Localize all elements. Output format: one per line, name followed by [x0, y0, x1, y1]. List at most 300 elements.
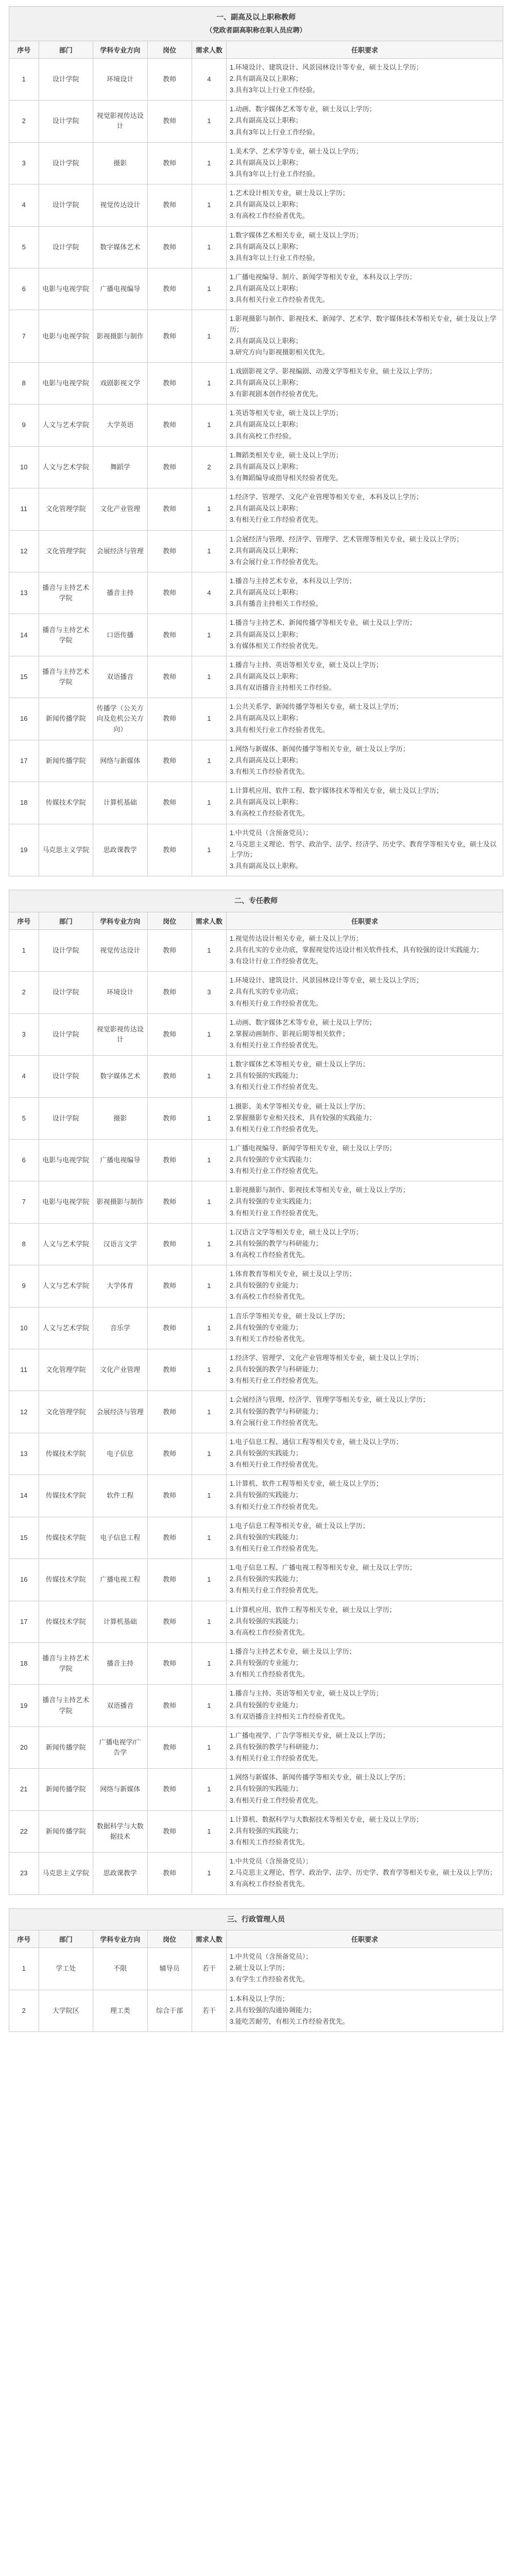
position-cell: 教师 [147, 972, 192, 1013]
requirement-line: 1.网络与新媒体、新闻传播学等相关专业，硕士及以上学历； [229, 744, 409, 753]
requirement-line: 2.具有副高及以上职称； [229, 420, 302, 429]
table-row [9, 1097, 503, 1139]
requirement-line: 3.有高校工作经验者优先。 [229, 212, 309, 220]
department-cell: 电影与电视学院 [39, 362, 93, 404]
requirement-line: 1.广播电视编导、新闻学等相关专业，硕士及以上学历； [229, 1144, 396, 1152]
major-cell: 舞蹈学 [93, 446, 147, 488]
headcount-cell: 2 [192, 446, 226, 488]
position-cell: 教师 [147, 1601, 192, 1642]
row-number: 18 [9, 782, 39, 824]
requirement-line: 1.经济学、管理学、文化产业管理等相关专业，本科及以上学历； [229, 493, 423, 501]
table-row [9, 782, 503, 824]
row-number: 2 [9, 1990, 39, 2031]
headcount-cell: 1 [192, 1559, 226, 1601]
table-row [9, 1810, 503, 1852]
header-row [9, 912, 503, 929]
requirement-line: 3.有相关工作经验者优先。 [229, 1838, 309, 1846]
position-cell: 教师 [147, 1726, 192, 1768]
requirement-line: 1.美术学、艺术学等专业，硕士及以上学历； [229, 147, 363, 155]
major-cell: 视觉传达设计 [93, 929, 147, 971]
requirement-line: 1.公共关系学、新闻传播学等相关专业，硕士及以上学历； [229, 703, 403, 711]
headcount-cell: 1 [192, 1769, 226, 1810]
table-row [9, 58, 503, 100]
major-cell: 计算机基础 [93, 782, 147, 824]
row-number: 1 [9, 1948, 39, 1990]
major-cell: 音乐学 [93, 1307, 147, 1349]
requirement-line: 2.马克思主义理论、哲学、政治学、法学、经济学、历史学、教育学等相关专业，硕士及以上学历； [229, 840, 497, 858]
requirements-cell [226, 142, 503, 184]
headcount-cell: 1 [192, 782, 226, 824]
requirement-line: 1.戏剧影视文学、影视编剧、动漫文学等相关专业，硕士及以上学历； [229, 367, 436, 375]
row-number: 14 [9, 614, 39, 656]
requirement-line: 2.具有较强的实践能力； [229, 1575, 302, 1583]
headcount-cell: 1 [192, 1139, 226, 1181]
section-gap [9, 876, 503, 890]
department-cell: 设计学院 [39, 929, 93, 971]
table-row [9, 226, 503, 268]
position-cell: 综合干部 [147, 1990, 192, 2031]
row-number: 1 [9, 929, 39, 971]
major-cell: 广播电视工程 [93, 1559, 147, 1601]
column-header: 需求人数 [192, 41, 226, 58]
major-cell: 不限 [93, 1948, 147, 1990]
department-cell: 电影与电视学院 [39, 268, 93, 310]
department-cell: 播音与主持艺术学院 [39, 656, 93, 698]
department-cell: 新闻传播学院 [39, 740, 93, 782]
headcount-cell: 1 [192, 1685, 226, 1726]
requirement-line: 3.有相关行业工作经验者优先。 [229, 1041, 322, 1049]
requirement-line: 1.舞蹈类相关专业，硕士及以上学历； [229, 451, 343, 459]
department-cell: 设计学院 [39, 58, 93, 100]
requirements-cell [226, 310, 503, 363]
row-number: 17 [9, 1601, 39, 1642]
requirements-cell [226, 1475, 503, 1517]
table-row [9, 530, 503, 572]
table-row [9, 929, 503, 971]
table-row [9, 1853, 503, 1894]
department-cell: 传媒技术学院 [39, 1475, 93, 1517]
column-header: 任职要求 [226, 41, 503, 58]
position-cell: 教师 [147, 1433, 192, 1475]
headcount-cell: 1 [192, 268, 226, 310]
requirement-line: 3.有影视剧本创作经验者优先。 [229, 390, 322, 398]
department-cell: 电影与电视学院 [39, 1181, 93, 1223]
requirements-cell [226, 1391, 503, 1433]
requirement-line: 3.有会展行业工作经验者优先。 [229, 1418, 322, 1427]
major-cell: 环境设计 [93, 972, 147, 1013]
headcount-cell: 1 [192, 100, 226, 142]
column-header: 序号 [9, 912, 39, 929]
table-row [9, 1948, 503, 1990]
column-header: 序号 [9, 41, 39, 58]
requirement-line: 1.会展经济与管理、经济学、管理学等相关专业，硕士及以上学历； [229, 1396, 430, 1404]
section-heading: 一、副高及以上职称教师 [216, 13, 296, 21]
row-number: 9 [9, 1265, 39, 1307]
position-cell: 教师 [147, 1223, 192, 1265]
requirement-line: 2.具有副高及以上职称； [229, 462, 302, 470]
major-cell: 大学英语 [93, 404, 147, 446]
requirement-line: 3.具有3年以上行业工作经验。 [229, 128, 319, 136]
requirements-cell [226, 1265, 503, 1307]
requirement-line: 3.有媒体相关工作经验者优先。 [229, 641, 322, 650]
requirements-cell [226, 1013, 503, 1055]
requirements-cell [226, 1349, 503, 1391]
department-cell: 传媒技术学院 [39, 1601, 93, 1642]
requirement-line: 1.体育教育等相关专业，硕士及以上学历； [229, 1270, 356, 1278]
headcount-cell: 1 [192, 740, 226, 782]
column-header: 需求人数 [192, 1930, 226, 1948]
requirement-line: 2.具有较强的专业能力； [229, 1323, 302, 1331]
position-cell: 教师 [147, 1097, 192, 1139]
headcount-cell: 1 [192, 1726, 226, 1768]
row-number: 2 [9, 972, 39, 1013]
column-header: 岗位 [147, 1930, 192, 1948]
requirement-line: 2.具有较强的实践能力； [229, 1449, 302, 1458]
headcount-cell: 1 [192, 310, 226, 363]
requirement-line: 3.有高校工作经验者优先。 [229, 1251, 309, 1259]
job-table [9, 1908, 503, 2032]
department-cell: 播音与主持艺术学院 [39, 614, 93, 656]
department-cell: 传媒技术学院 [39, 1559, 93, 1601]
requirement-line: 1.广播电视编导、制片、新闻学等相关专业，本科及以上学历； [229, 273, 416, 281]
table-row [9, 1223, 503, 1265]
row-number: 7 [9, 1181, 39, 1223]
requirement-line: 3.具有3年以上行业工作经验。 [229, 253, 319, 262]
department-cell: 文化管理学院 [39, 530, 93, 572]
department-cell: 大学院区 [39, 1990, 93, 2031]
major-cell: 网络与新媒体 [93, 1769, 147, 1810]
requirements-cell [226, 184, 503, 226]
major-cell: 数字媒体艺术 [93, 1056, 147, 1097]
position-cell: 教师 [147, 614, 192, 656]
major-cell: 会展经济与管理 [93, 1391, 147, 1433]
requirement-line: 1.电子信息工程、通信工程等相关专业，硕士及以上学历； [229, 1437, 403, 1446]
major-cell: 双语播音 [93, 1685, 147, 1726]
requirements-cell [226, 614, 503, 656]
row-number: 4 [9, 1056, 39, 1097]
row-number: 8 [9, 362, 39, 404]
requirement-line: 1.数字媒体艺术相关专业，硕士及以上学历； [229, 231, 363, 239]
department-cell: 电影与电视学院 [39, 310, 93, 363]
requirements-cell [226, 1559, 503, 1601]
requirement-line: 3.具有3年以上行业工作经验。 [229, 86, 319, 94]
requirements-cell [226, 1642, 503, 1684]
requirement-line: 3.有高校工作经验者优先。 [229, 1293, 309, 1301]
requirement-line: 2.具有副高及以上职称； [229, 798, 302, 806]
table-row [9, 1139, 503, 1181]
requirements-cell [226, 1097, 503, 1139]
major-cell: 影视摄影与制作 [93, 1181, 147, 1223]
requirement-line: 3.有相关工作经验者优先。 [229, 768, 309, 775]
headcount-cell: 1 [192, 1013, 226, 1055]
requirements-cell [226, 740, 503, 782]
position-cell: 教师 [147, 698, 192, 740]
row-number: 13 [9, 572, 39, 614]
headcount-cell: 1 [192, 1181, 226, 1223]
table-row [9, 1726, 503, 1768]
requirement-line: 2.具有副高及以上职称； [229, 200, 302, 209]
section-title [9, 7, 503, 41]
column-header: 部门 [39, 41, 93, 58]
headcount-cell: 1 [192, 656, 226, 698]
major-cell: 播音主持 [93, 572, 147, 614]
requirements-cell [226, 1601, 503, 1642]
requirement-line: 2.具有副高及以上职称； [229, 504, 302, 513]
major-cell: 大学体育 [93, 1265, 147, 1307]
requirement-line: 3.具有副高及以上职称。 [229, 861, 302, 870]
department-cell: 新闻传播学院 [39, 1726, 93, 1768]
department-cell: 人文与艺术学院 [39, 446, 93, 488]
table-row [9, 310, 503, 363]
table-row [9, 404, 503, 446]
requirement-line: 1.播音与主持艺术、新闻传播学等相关专业，硕士及以上学历； [229, 619, 416, 627]
requirements-cell [226, 1810, 503, 1852]
position-cell: 教师 [147, 1475, 192, 1517]
header-row [9, 1930, 503, 1948]
requirement-line: 1.环境设计、建筑设计、风景园林设计等专业，硕士及以上学历； [229, 976, 423, 985]
table-row [9, 698, 503, 740]
position-cell: 教师 [147, 1391, 192, 1433]
requirement-line: 3.有相关行业工作经验者优先。 [229, 1377, 322, 1385]
major-cell: 视觉影视传达设计 [93, 1013, 147, 1055]
position-cell: 教师 [147, 310, 192, 363]
table-row [9, 572, 503, 614]
row-number: 16 [9, 698, 39, 740]
requirement-line: 3.有设计行业工作经验者优先。 [229, 957, 322, 965]
table-row [9, 1307, 503, 1349]
requirements-cell [226, 572, 503, 614]
department-cell: 人文与艺术学院 [39, 1223, 93, 1265]
major-cell: 摄影 [93, 1097, 147, 1139]
headcount-cell: 1 [192, 1056, 226, 1097]
job-table [9, 890, 503, 1894]
row-number: 8 [9, 1223, 39, 1265]
headcount-cell: 若干 [192, 1948, 226, 1990]
requirement-line: 3.具有相关行业工作经验者优先。 [229, 296, 329, 304]
column-header: 学科专业方向 [93, 1930, 147, 1948]
column-header: 任职要求 [226, 912, 503, 929]
column-header: 学科专业方向 [93, 41, 147, 58]
row-number: 7 [9, 310, 39, 363]
requirement-line: 3.具有双语播音主持相关工作经验。 [229, 684, 336, 692]
table-row [9, 972, 503, 1013]
requirement-line: 3.有相关行业工作经验者优先。 [229, 1125, 322, 1133]
row-number: 20 [9, 1726, 39, 1768]
headcount-cell: 1 [192, 1265, 226, 1307]
requirement-line: 2.具有副高及以上职称； [229, 588, 302, 597]
major-cell: 摄影 [93, 142, 147, 184]
department-cell: 设计学院 [39, 142, 93, 184]
requirement-line: 3.有相关行业工作经验者优先。 [229, 1754, 322, 1762]
requirement-line: 2.掌握摄影专业相关技术，具有较强的实践能力； [229, 1113, 376, 1122]
headcount-cell: 4 [192, 572, 226, 614]
row-number: 5 [9, 226, 39, 268]
requirement-line: 1.中共党员（含预备党员）； [229, 1953, 313, 1961]
requirement-line: 2.具有副高及以上职称； [229, 379, 302, 387]
requirement-line: 1.播音与主持艺术专业，硕士及以上学历； [229, 1647, 356, 1655]
requirement-line: 2.具有较强的沟通协调能力； [229, 2006, 316, 2014]
requirement-line: 1.经济学、管理学、文化产业管理等相关专业，硕士及以上学历； [229, 1354, 423, 1362]
requirement-line: 1.摄影、美术学等相关专业，硕士及以上学历； [229, 1102, 369, 1110]
requirements-cell [226, 1990, 503, 2031]
major-cell: 思政课教学 [93, 1853, 147, 1894]
headcount-cell: 1 [192, 1223, 226, 1265]
requirement-line: 2.具有副高及以上职称； [229, 284, 302, 293]
requirement-line: 2.具有较强的专业能力； [229, 1281, 302, 1290]
department-cell: 人文与艺术学院 [39, 1307, 93, 1349]
position-cell: 教师 [147, 1853, 192, 1894]
position-cell: 教师 [147, 184, 192, 226]
table-row [9, 1475, 503, 1517]
requirement-line: 1.汉语言文学等相关专业，硕士及以上学历； [229, 1228, 363, 1236]
requirement-line: 2.具有较强的教学与科研能力； [229, 1239, 322, 1247]
requirement-line: 2.具有较强的实践能力； [229, 1785, 302, 1793]
requirement-line: 1.本科及以上学历； [229, 1994, 289, 2003]
department-cell: 播音与主持艺术学院 [39, 572, 93, 614]
requirement-line: 2.具有较强的专业实践能力； [229, 1156, 316, 1164]
requirement-line: 2.掌握动画制作、影视后期等相关软件； [229, 1029, 349, 1038]
requirement-line: 1.数字媒体艺术等相关专业，硕士及以上学历； [229, 1060, 369, 1069]
requirement-line: 1.视觉传达设计相关专业，硕士及以上学历； [229, 934, 363, 942]
requirements-cell [226, 100, 503, 142]
requirements-cell [226, 1181, 503, 1223]
requirement-line: 2.具有副高及以上职称； [229, 116, 302, 125]
requirement-line: 1.电子信息工程等相关专业，硕士及以上学历； [229, 1521, 369, 1530]
table-row [9, 1559, 503, 1601]
headcount-cell: 1 [192, 1307, 226, 1349]
row-number: 18 [9, 1642, 39, 1684]
major-cell: 电子信息工程 [93, 1517, 147, 1558]
department-cell: 电影与电视学院 [39, 1139, 93, 1181]
major-cell: 视觉影视传达设计 [93, 100, 147, 142]
headcount-cell: 1 [192, 488, 226, 530]
column-header: 学科专业方向 [93, 912, 147, 929]
requirement-line: 3.具有高校工作经验。 [229, 432, 296, 440]
requirement-line: 3.具有相关行业工作经验者优先。 [229, 725, 329, 734]
position-cell: 教师 [147, 1139, 192, 1181]
requirement-line: 3.有相关行业工作经验者优先。 [229, 1586, 322, 1595]
requirement-line: 1.计算机、软件工程等相关专业，硕士及以上学历； [229, 1480, 383, 1488]
table-row [9, 1391, 503, 1433]
requirements-cell [226, 1307, 503, 1349]
requirements-cell [226, 1853, 503, 1894]
requirement-line: 2.具有较强的专业实践能力； [229, 1197, 316, 1206]
headcount-cell: 1 [192, 226, 226, 268]
requirement-line: 2.具有较强的教学与科研能力； [229, 1407, 322, 1415]
requirement-line: 2.硕士及以上学历； [229, 1964, 289, 1972]
column-header: 序号 [9, 1930, 39, 1948]
requirement-line: 3.有相关行业工作经验者优先。 [229, 1502, 322, 1511]
requirement-line: 2.具有副高及以上职称； [229, 242, 302, 250]
headcount-cell: 1 [192, 1517, 226, 1558]
requirement-line: 3.有相关行业工作经验者优先。 [229, 1209, 322, 1217]
major-cell: 理工类 [93, 1990, 147, 2031]
requirement-line: 2.具有副高及以上职称； [229, 672, 302, 681]
row-number: 6 [9, 1139, 39, 1181]
requirements-cell [226, 1769, 503, 1810]
major-cell: 软件工程 [93, 1475, 147, 1517]
row-number: 6 [9, 268, 39, 310]
row-number: 22 [9, 1810, 39, 1852]
requirements-cell [226, 1726, 503, 1768]
requirement-line: 1.动画、数字媒体艺术等专业，硕士及以上学历； [229, 105, 376, 113]
major-cell: 广播电视学/广告学 [93, 1726, 147, 1768]
requirement-line: 1.动画、数字媒体艺术等专业，硕士及以上学历； [229, 1018, 376, 1026]
row-number: 3 [9, 142, 39, 184]
requirements-cell [226, 782, 503, 824]
row-number: 14 [9, 1475, 39, 1517]
table-row [9, 1769, 503, 1810]
headcount-cell: 1 [192, 184, 226, 226]
major-cell: 戏剧影视文学 [93, 362, 147, 404]
position-cell: 教师 [147, 446, 192, 488]
table-row [9, 1265, 503, 1307]
headcount-cell: 1 [192, 1810, 226, 1852]
row-number: 10 [9, 446, 39, 488]
department-cell: 文化管理学院 [39, 1391, 93, 1433]
department-cell: 设计学院 [39, 184, 93, 226]
position-cell: 教师 [147, 1181, 192, 1223]
position-cell: 教师 [147, 1810, 192, 1852]
headcount-cell: 1 [192, 1433, 226, 1475]
table-row [9, 1056, 503, 1097]
table-row [9, 1181, 503, 1223]
requirement-line: 2.具有副高及以上职称； [229, 714, 302, 722]
headcount-cell: 1 [192, 404, 226, 446]
column-header: 部门 [39, 912, 93, 929]
major-cell: 思政课教学 [93, 824, 147, 876]
requirements-cell [226, 972, 503, 1013]
requirement-line: 2.具有较强的专业能力； [229, 1701, 302, 1709]
requirement-line: 2.具有副高及以上职称； [229, 546, 302, 554]
requirements-cell [226, 1685, 503, 1726]
section-title-row [9, 7, 503, 41]
requirement-line: 1.计算机应用、软件工程、数字媒体技术等相关专业，硕士及以上学历； [229, 787, 443, 795]
department-cell: 传媒技术学院 [39, 1433, 93, 1475]
department-cell: 文化管理学院 [39, 1349, 93, 1391]
headcount-cell: 3 [192, 972, 226, 1013]
requirement-line: 2.具有较强的教学与科研能力； [229, 1742, 322, 1751]
major-cell: 视觉传达设计 [93, 184, 147, 226]
requirements-cell [226, 530, 503, 572]
major-cell: 网络与新媒体 [93, 740, 147, 782]
requirement-line: 1.电子信息工程、广播电视工程等相关专业，硕士及以上学历； [229, 1564, 416, 1572]
requirements-cell [226, 404, 503, 446]
requirement-line: 3.有相关行业工作经验者优先。 [229, 1461, 322, 1469]
requirements-cell [226, 58, 503, 100]
requirement-line: 3.有相关行业工作经验者优先。 [229, 1167, 322, 1175]
requirement-line: 1.播音与主持、英语等相关专业，硕士及以上学历； [229, 660, 383, 669]
section-title-row [9, 890, 503, 912]
requirement-line: 3.有相关行业工作经验者优先。 [229, 1796, 322, 1804]
requirement-line: 3.有会展行业工作经验者优先。 [229, 557, 322, 566]
table-row [9, 614, 503, 656]
department-cell: 播音与主持艺术学院 [39, 1642, 93, 1684]
requirement-line: 1.播音与主持、英语等相关专业，硕士及以上学历； [229, 1689, 383, 1698]
table-row [9, 184, 503, 226]
department-cell: 文化管理学院 [39, 488, 93, 530]
headcount-cell: 1 [192, 1097, 226, 1139]
requirement-line: 3.有相关工作经验者优先。 [229, 1334, 309, 1343]
major-cell: 汉语言文学 [93, 1223, 147, 1265]
requirement-line: 3.具有播音主持相关工作经验。 [229, 600, 322, 608]
requirement-line: 1.网络与新媒体、新闻传播学等相关专业，硕士及以上学历； [229, 1773, 409, 1782]
position-cell: 教师 [147, 1013, 192, 1055]
position-cell: 教师 [147, 1685, 192, 1726]
requirements-cell [226, 488, 503, 530]
section-title-row [9, 1908, 503, 1930]
major-cell: 会展经济与管理 [93, 530, 147, 572]
